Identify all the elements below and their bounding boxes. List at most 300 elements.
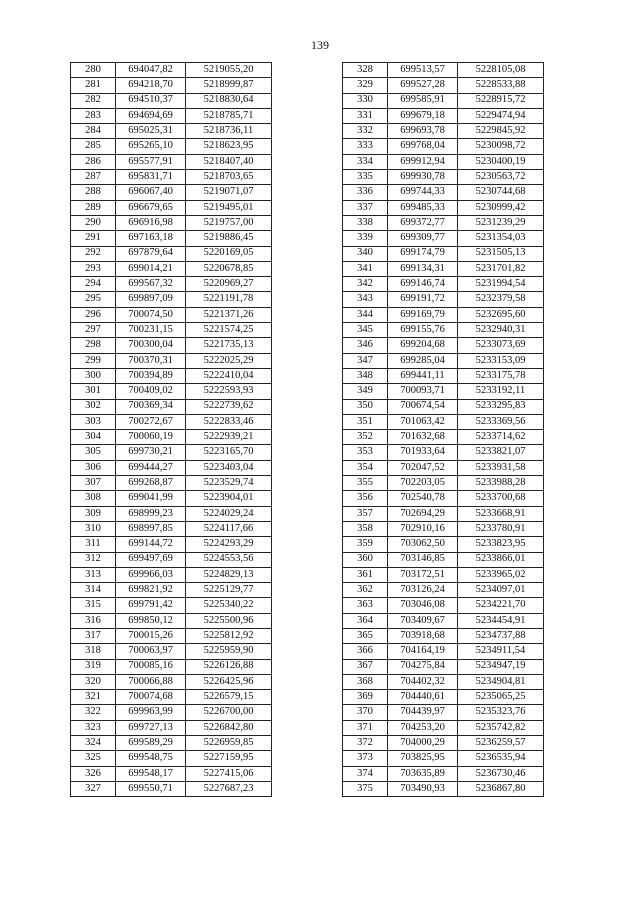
y-coordinate-cell: 5233780,91	[458, 521, 544, 536]
point-number-cell: 329	[343, 78, 388, 93]
point-number-cell: 360	[343, 552, 388, 567]
table-row	[343, 690, 544, 705]
x-coordinate-cell: 699768,04	[388, 139, 458, 154]
x-coordinate-cell: 699550,71	[116, 781, 186, 796]
x-coordinate-cell: 703490,93	[388, 781, 458, 796]
table-row	[343, 430, 544, 445]
y-coordinate-cell: 5236259,57	[458, 736, 544, 751]
point-number-cell: 320	[71, 674, 116, 689]
x-coordinate-cell: 700394,89	[116, 368, 186, 383]
y-coordinate-cell: 5221191,78	[186, 292, 272, 307]
point-number-cell: 298	[71, 338, 116, 353]
x-coordinate-cell: 700231,15	[116, 323, 186, 338]
table-row	[343, 353, 544, 368]
x-coordinate-cell: 702694,29	[388, 506, 458, 521]
x-coordinate-cell: 699174,79	[388, 246, 458, 261]
y-coordinate-cell: 5219495,01	[186, 200, 272, 215]
x-coordinate-cell: 699268,87	[116, 476, 186, 491]
x-coordinate-cell: 701063,42	[388, 414, 458, 429]
point-number-cell: 323	[71, 720, 116, 735]
x-coordinate-cell: 699041,99	[116, 491, 186, 506]
table-row	[71, 674, 272, 689]
point-number-cell: 347	[343, 353, 388, 368]
y-coordinate-cell: 5233153,09	[458, 353, 544, 368]
table-row	[343, 384, 544, 399]
y-coordinate-cell: 5231994,54	[458, 277, 544, 292]
y-coordinate-cell: 5222833,46	[186, 414, 272, 429]
table-row	[343, 307, 544, 322]
y-coordinate-cell: 5224553,56	[186, 552, 272, 567]
y-coordinate-cell: 5226959,85	[186, 736, 272, 751]
x-coordinate-cell: 699693,78	[388, 124, 458, 139]
point-number-cell: 315	[71, 598, 116, 613]
x-coordinate-cell: 695025,31	[116, 124, 186, 139]
table-row	[71, 506, 272, 521]
table-row	[71, 93, 272, 108]
point-number-cell: 368	[343, 674, 388, 689]
x-coordinate-cell: 699791,42	[116, 598, 186, 613]
x-coordinate-cell: 703635,89	[388, 766, 458, 781]
point-number-cell: 288	[71, 185, 116, 200]
x-coordinate-cell: 700300,04	[116, 338, 186, 353]
y-coordinate-cell: 5225500,96	[186, 613, 272, 628]
point-number-cell: 314	[71, 583, 116, 598]
y-coordinate-cell: 5219757,00	[186, 215, 272, 230]
y-coordinate-cell: 5230563,72	[458, 170, 544, 185]
y-coordinate-cell: 5231354,03	[458, 231, 544, 246]
table-row	[343, 185, 544, 200]
y-coordinate-cell: 5230999,42	[458, 200, 544, 215]
point-number-cell: 306	[71, 460, 116, 475]
point-number-cell: 294	[71, 277, 116, 292]
point-number-cell: 332	[343, 124, 388, 139]
x-coordinate-cell: 699589,29	[116, 736, 186, 751]
y-coordinate-cell: 5233714,62	[458, 430, 544, 445]
point-number-cell: 327	[71, 781, 116, 796]
table-row	[71, 399, 272, 414]
point-number-cell: 373	[343, 751, 388, 766]
point-number-cell: 348	[343, 368, 388, 383]
table-row	[71, 200, 272, 215]
x-coordinate-cell: 704439,97	[388, 705, 458, 720]
table-row	[343, 246, 544, 261]
x-coordinate-cell: 699169,79	[388, 307, 458, 322]
y-coordinate-cell: 5225340,22	[186, 598, 272, 613]
x-coordinate-cell: 702203,05	[388, 476, 458, 491]
y-coordinate-cell: 5234947,19	[458, 659, 544, 674]
table-row	[343, 766, 544, 781]
table-row	[343, 124, 544, 139]
point-number-cell: 369	[343, 690, 388, 705]
point-number-cell: 284	[71, 124, 116, 139]
table-row	[343, 170, 544, 185]
point-number-cell: 336	[343, 185, 388, 200]
y-coordinate-cell: 5222939,21	[186, 430, 272, 445]
x-coordinate-cell: 696679,65	[116, 200, 186, 215]
point-number-cell: 363	[343, 598, 388, 613]
table-row	[343, 491, 544, 506]
table-row	[343, 231, 544, 246]
x-coordinate-cell: 696916,98	[116, 215, 186, 230]
y-coordinate-cell: 5233192,11	[458, 384, 544, 399]
x-coordinate-cell: 699155,76	[388, 323, 458, 338]
x-coordinate-cell: 699548,17	[116, 766, 186, 781]
table-row	[343, 277, 544, 292]
point-number-cell: 341	[343, 261, 388, 276]
table-row	[71, 781, 272, 796]
table-row	[343, 215, 544, 230]
point-number-cell: 317	[71, 628, 116, 643]
y-coordinate-cell: 5223904,01	[186, 491, 272, 506]
table-row	[71, 628, 272, 643]
table-row	[343, 93, 544, 108]
x-coordinate-cell: 697163,18	[116, 231, 186, 246]
y-coordinate-cell: 5233866,01	[458, 552, 544, 567]
y-coordinate-cell: 5227159,95	[186, 751, 272, 766]
y-coordinate-cell: 5227687,23	[186, 781, 272, 796]
table-row	[71, 231, 272, 246]
y-coordinate-cell: 5234454,91	[458, 613, 544, 628]
x-coordinate-cell: 703126,24	[388, 583, 458, 598]
point-number-cell: 309	[71, 506, 116, 521]
point-number-cell: 337	[343, 200, 388, 215]
y-coordinate-cell: 5223529,74	[186, 476, 272, 491]
point-number-cell: 287	[71, 170, 116, 185]
point-number-cell: 304	[71, 430, 116, 445]
y-coordinate-cell: 5236730,46	[458, 766, 544, 781]
table-row	[71, 705, 272, 720]
point-number-cell: 330	[343, 93, 388, 108]
y-coordinate-cell: 5225812,92	[186, 628, 272, 643]
table-row	[71, 414, 272, 429]
table-row	[343, 154, 544, 169]
table-row	[343, 476, 544, 491]
table-row	[343, 368, 544, 383]
x-coordinate-cell: 703918,68	[388, 628, 458, 643]
y-coordinate-cell: 5223165,70	[186, 445, 272, 460]
y-coordinate-cell: 5222025,29	[186, 353, 272, 368]
table-row	[71, 445, 272, 460]
x-coordinate-cell: 694510,37	[116, 93, 186, 108]
table-row	[343, 506, 544, 521]
x-coordinate-cell: 701933,64	[388, 445, 458, 460]
y-coordinate-cell: 5233073,69	[458, 338, 544, 353]
table-row	[71, 583, 272, 598]
x-coordinate-cell: 700085,16	[116, 659, 186, 674]
table-row	[71, 139, 272, 154]
point-number-cell: 293	[71, 261, 116, 276]
table-row	[71, 720, 272, 735]
x-coordinate-cell: 703172,51	[388, 567, 458, 582]
table-row	[71, 215, 272, 230]
y-coordinate-cell: 5226579,15	[186, 690, 272, 705]
x-coordinate-cell: 695831,71	[116, 170, 186, 185]
y-coordinate-cell: 5225129,77	[186, 583, 272, 598]
x-coordinate-cell: 704402,32	[388, 674, 458, 689]
point-number-cell: 344	[343, 307, 388, 322]
point-number-cell: 358	[343, 521, 388, 536]
y-coordinate-cell: 5236535,94	[458, 751, 544, 766]
table-row	[71, 491, 272, 506]
x-coordinate-cell: 700074,50	[116, 307, 186, 322]
y-coordinate-cell: 5227415,06	[186, 766, 272, 781]
table-row	[71, 384, 272, 399]
y-coordinate-cell: 5234097,01	[458, 583, 544, 598]
table-row	[71, 124, 272, 139]
page-number: 139	[311, 38, 329, 52]
x-coordinate-cell: 700063,97	[116, 644, 186, 659]
x-coordinate-cell: 699134,31	[388, 261, 458, 276]
y-coordinate-cell: 5219055,20	[186, 63, 272, 78]
x-coordinate-cell: 699930,78	[388, 170, 458, 185]
x-coordinate-cell: 699204,68	[388, 338, 458, 353]
point-number-cell: 338	[343, 215, 388, 230]
table-row	[343, 644, 544, 659]
x-coordinate-cell: 699014,21	[116, 261, 186, 276]
point-number-cell: 308	[71, 491, 116, 506]
x-coordinate-cell: 699497,69	[116, 552, 186, 567]
x-coordinate-cell: 699567,32	[116, 277, 186, 292]
table-row	[71, 476, 272, 491]
x-coordinate-cell: 700015,26	[116, 628, 186, 643]
table-row	[71, 537, 272, 552]
y-coordinate-cell: 5234911,54	[458, 644, 544, 659]
point-number-cell: 281	[71, 78, 116, 93]
point-number-cell: 362	[343, 583, 388, 598]
x-coordinate-cell: 699441,11	[388, 368, 458, 383]
point-number-cell: 299	[71, 353, 116, 368]
table-row	[343, 659, 544, 674]
y-coordinate-cell: 5233175,78	[458, 368, 544, 383]
point-number-cell: 324	[71, 736, 116, 751]
point-number-cell: 364	[343, 613, 388, 628]
point-number-cell: 356	[343, 491, 388, 506]
x-coordinate-cell: 698997,85	[116, 521, 186, 536]
y-coordinate-cell: 5231701,82	[458, 261, 544, 276]
point-number-cell: 319	[71, 659, 116, 674]
x-coordinate-cell: 694694,69	[116, 108, 186, 123]
x-coordinate-cell: 704000,29	[388, 736, 458, 751]
y-coordinate-cell: 5222593,93	[186, 384, 272, 399]
y-coordinate-cell: 5231239,29	[458, 215, 544, 230]
table-row	[71, 185, 272, 200]
table-row	[71, 460, 272, 475]
point-number-cell: 283	[71, 108, 116, 123]
table-row	[71, 598, 272, 613]
y-coordinate-cell: 5231505,13	[458, 246, 544, 261]
table-row	[343, 108, 544, 123]
point-number-cell: 280	[71, 63, 116, 78]
y-coordinate-cell: 5218830,64	[186, 93, 272, 108]
x-coordinate-cell: 699285,04	[388, 353, 458, 368]
y-coordinate-cell: 5233700,68	[458, 491, 544, 506]
y-coordinate-cell: 5226842,80	[186, 720, 272, 735]
x-coordinate-cell: 703409,67	[388, 613, 458, 628]
point-number-cell: 300	[71, 368, 116, 383]
table-row	[343, 705, 544, 720]
x-coordinate-cell: 700369,34	[116, 399, 186, 414]
point-number-cell: 345	[343, 323, 388, 338]
y-coordinate-cell: 5224117,66	[186, 521, 272, 536]
y-coordinate-cell: 5224293,29	[186, 537, 272, 552]
x-coordinate-cell: 703046,08	[388, 598, 458, 613]
table-row	[343, 628, 544, 643]
table-row	[71, 154, 272, 169]
x-coordinate-cell: 700093,71	[388, 384, 458, 399]
point-number-cell: 289	[71, 200, 116, 215]
point-number-cell: 374	[343, 766, 388, 781]
x-coordinate-cell: 699372,77	[388, 215, 458, 230]
table-row	[343, 720, 544, 735]
y-coordinate-cell: 5220678,85	[186, 261, 272, 276]
y-coordinate-cell: 5224829,13	[186, 567, 272, 582]
point-number-cell: 305	[71, 445, 116, 460]
point-number-cell: 307	[71, 476, 116, 491]
y-coordinate-cell: 5230400,19	[458, 154, 544, 169]
y-coordinate-cell: 5233931,58	[458, 460, 544, 475]
y-coordinate-cell: 5221371,26	[186, 307, 272, 322]
table-row	[343, 292, 544, 307]
point-number-cell: 326	[71, 766, 116, 781]
y-coordinate-cell: 5220969,27	[186, 277, 272, 292]
x-coordinate-cell: 699850,12	[116, 613, 186, 628]
x-coordinate-cell: 699444,27	[116, 460, 186, 475]
y-coordinate-cell: 5235742,82	[458, 720, 544, 735]
y-coordinate-cell: 5222739,62	[186, 399, 272, 414]
x-coordinate-cell: 699963,99	[116, 705, 186, 720]
table-row	[343, 139, 544, 154]
x-coordinate-cell: 699727,13	[116, 720, 186, 735]
table-row	[71, 430, 272, 445]
y-coordinate-cell: 5221574,25	[186, 323, 272, 338]
y-coordinate-cell: 5234904,81	[458, 674, 544, 689]
x-coordinate-cell: 704275,84	[388, 659, 458, 674]
coordinates-table-right	[342, 62, 544, 797]
x-coordinate-cell: 699309,77	[388, 231, 458, 246]
table-row	[71, 521, 272, 536]
y-coordinate-cell: 5222410,04	[186, 368, 272, 383]
table-row	[343, 445, 544, 460]
table-row	[343, 460, 544, 475]
point-number-cell: 351	[343, 414, 388, 429]
y-coordinate-cell: 5233668,91	[458, 506, 544, 521]
x-coordinate-cell: 699897,09	[116, 292, 186, 307]
y-coordinate-cell: 5218736,11	[186, 124, 272, 139]
y-coordinate-cell: 5226126,88	[186, 659, 272, 674]
x-coordinate-cell: 699144,72	[116, 537, 186, 552]
y-coordinate-cell: 5230098,72	[458, 139, 544, 154]
point-number-cell: 321	[71, 690, 116, 705]
x-coordinate-cell: 695577,91	[116, 154, 186, 169]
point-number-cell: 335	[343, 170, 388, 185]
x-coordinate-cell: 699485,33	[388, 200, 458, 215]
table-row	[343, 674, 544, 689]
table-row	[71, 353, 272, 368]
table-row	[343, 521, 544, 536]
point-number-cell: 375	[343, 781, 388, 796]
x-coordinate-cell: 698999,23	[116, 506, 186, 521]
table-row	[71, 613, 272, 628]
y-coordinate-cell: 5229845,92	[458, 124, 544, 139]
table-row	[71, 170, 272, 185]
point-number-cell: 371	[343, 720, 388, 735]
x-coordinate-cell: 700066,88	[116, 674, 186, 689]
point-number-cell: 333	[343, 139, 388, 154]
y-coordinate-cell: 5218703,65	[186, 170, 272, 185]
y-coordinate-cell: 5233295,83	[458, 399, 544, 414]
table-row	[343, 567, 544, 582]
point-number-cell: 372	[343, 736, 388, 751]
x-coordinate-cell: 699730,21	[116, 445, 186, 460]
point-number-cell: 353	[343, 445, 388, 460]
y-coordinate-cell: 5219886,45	[186, 231, 272, 246]
y-coordinate-cell: 5234737,88	[458, 628, 544, 643]
x-coordinate-cell: 699146,74	[388, 277, 458, 292]
y-coordinate-cell: 5230744,68	[458, 185, 544, 200]
table-row	[71, 261, 272, 276]
point-number-cell: 301	[71, 384, 116, 399]
y-coordinate-cell: 5224029,24	[186, 506, 272, 521]
y-coordinate-cell: 5220169,05	[186, 246, 272, 261]
y-coordinate-cell: 5233965,02	[458, 567, 544, 582]
point-number-cell: 334	[343, 154, 388, 169]
table-row	[71, 246, 272, 261]
y-coordinate-cell: 5236867,80	[458, 781, 544, 796]
point-number-cell: 313	[71, 567, 116, 582]
table-row	[343, 399, 544, 414]
point-number-cell: 350	[343, 399, 388, 414]
y-coordinate-cell: 5233369,56	[458, 414, 544, 429]
x-coordinate-cell: 704440,61	[388, 690, 458, 705]
point-number-cell: 303	[71, 414, 116, 429]
table-row	[71, 368, 272, 383]
point-number-cell: 352	[343, 430, 388, 445]
x-coordinate-cell: 703062,50	[388, 537, 458, 552]
table-row	[71, 736, 272, 751]
point-number-cell: 296	[71, 307, 116, 322]
point-number-cell: 339	[343, 231, 388, 246]
point-number-cell: 318	[71, 644, 116, 659]
y-coordinate-cell: 5221735,13	[186, 338, 272, 353]
point-number-cell: 361	[343, 567, 388, 582]
x-coordinate-cell: 699821,92	[116, 583, 186, 598]
y-coordinate-cell: 5218407,40	[186, 154, 272, 169]
table-row	[343, 781, 544, 796]
point-number-cell: 311	[71, 537, 116, 552]
x-coordinate-cell: 700370,31	[116, 353, 186, 368]
y-coordinate-cell: 5219071,07	[186, 185, 272, 200]
table-row	[343, 736, 544, 751]
point-number-cell: 290	[71, 215, 116, 230]
table-row	[343, 78, 544, 93]
y-coordinate-cell: 5234221,70	[458, 598, 544, 613]
y-coordinate-cell: 5233988,28	[458, 476, 544, 491]
table-row	[71, 338, 272, 353]
point-number-cell: 343	[343, 292, 388, 307]
x-coordinate-cell: 703825,95	[388, 751, 458, 766]
table-row	[343, 414, 544, 429]
x-coordinate-cell: 702910,16	[388, 521, 458, 536]
table-row	[343, 63, 544, 78]
x-coordinate-cell: 696067,40	[116, 185, 186, 200]
table-row	[71, 78, 272, 93]
table-row	[71, 323, 272, 338]
x-coordinate-cell: 694218,70	[116, 78, 186, 93]
x-coordinate-cell: 702540,78	[388, 491, 458, 506]
point-number-cell: 282	[71, 93, 116, 108]
x-coordinate-cell: 700272,67	[116, 414, 186, 429]
x-coordinate-cell: 700074,68	[116, 690, 186, 705]
